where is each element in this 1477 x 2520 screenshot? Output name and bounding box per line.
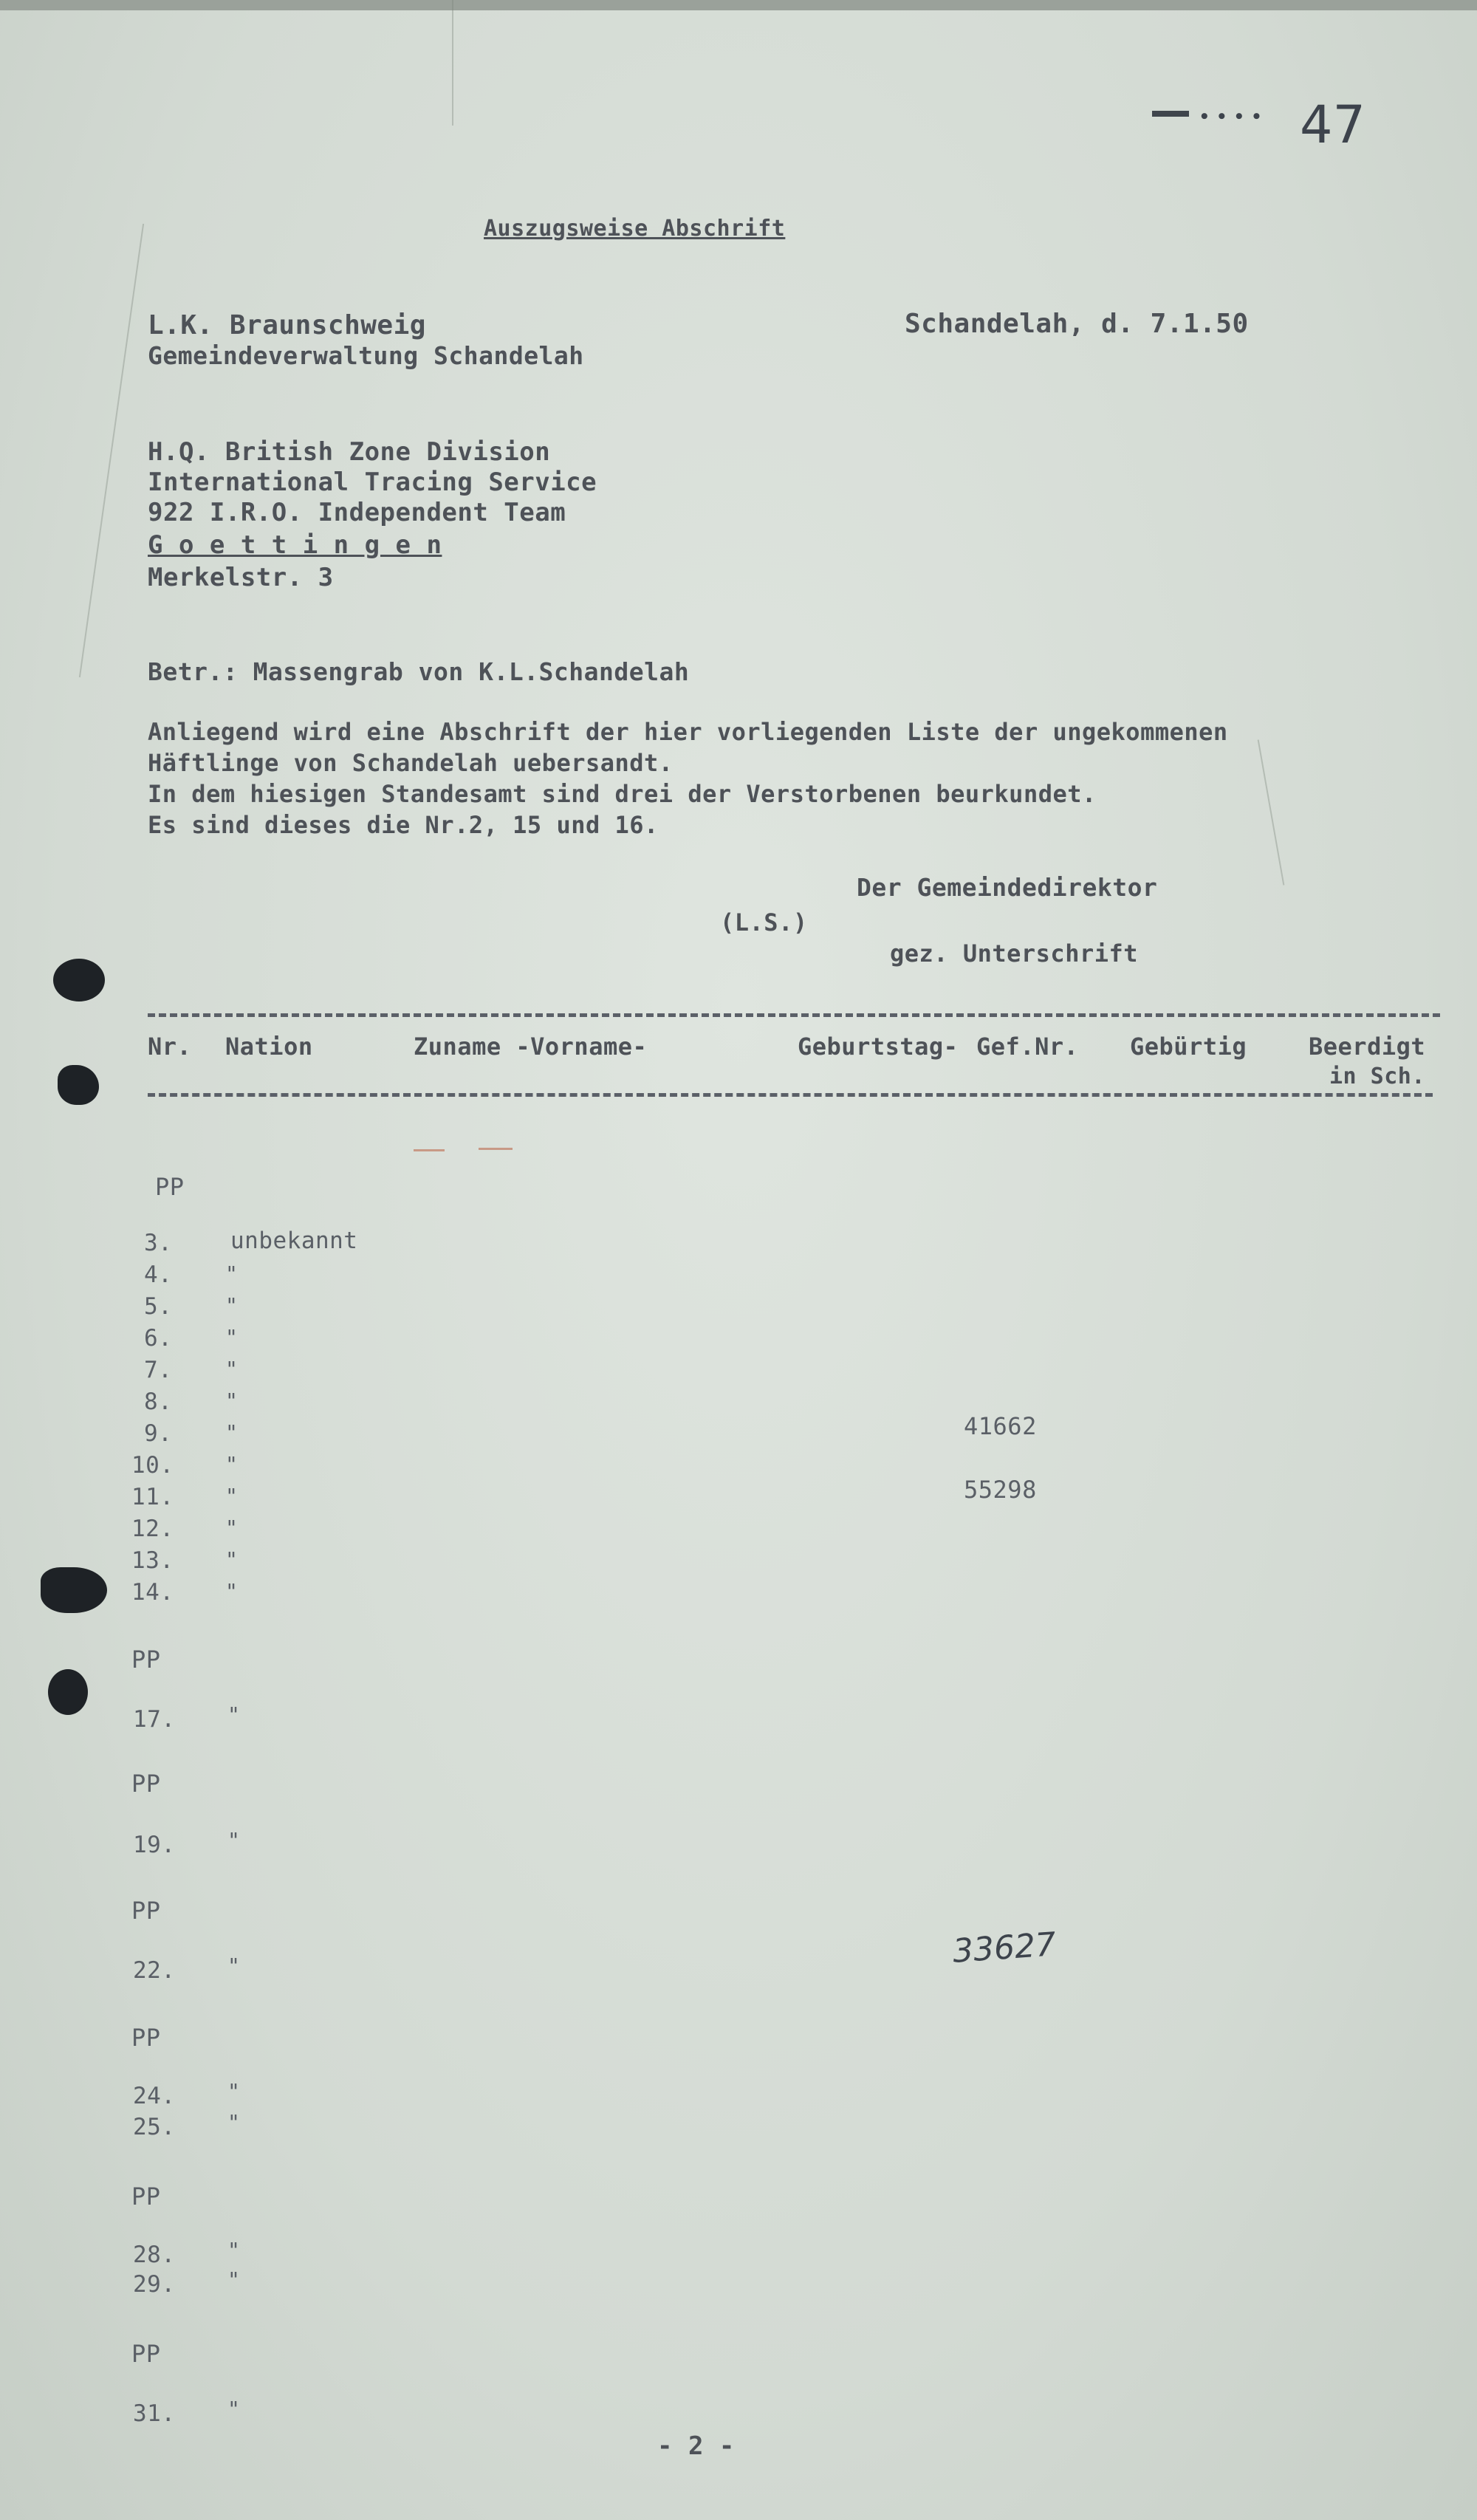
sender-line-2: Gemeindeverwaltung Schandelah — [148, 341, 584, 370]
pencil-mark — [414, 1149, 445, 1151]
row-number: 4. — [144, 1261, 173, 1288]
header-burial-line2: in Sch. — [1329, 1064, 1425, 1089]
row-number: 11. — [131, 1484, 174, 1510]
ditto-mark: " — [227, 1828, 241, 1852]
signature-title: Der Gemeindedirektor — [857, 873, 1158, 902]
punch-hole — [58, 1065, 99, 1105]
header-gef: Gef.Nr. — [976, 1033, 1079, 1061]
row-number: 9. — [144, 1420, 173, 1447]
header-origin: Gebürtig — [1130, 1033, 1247, 1061]
row-number: 7. — [144, 1357, 173, 1383]
row-number: 10. — [131, 1452, 174, 1479]
ditto-mark: " — [227, 2079, 241, 2103]
addressee-city: G o e t t i n g e n — [148, 530, 442, 560]
signature-signed: gez. Unterschrift — [890, 939, 1139, 968]
pp-marker: PP — [131, 1897, 161, 1925]
ditto-mark: " — [225, 1261, 239, 1286]
body-line-4: Es sind dieses die Nr.2, 15 und 16. — [148, 811, 659, 839]
gef-nr-row-9: 41662 — [964, 1412, 1037, 1440]
table-header-rule — [148, 1093, 1433, 1097]
archive-stamp — [1152, 111, 1189, 117]
ditto-mark: " — [227, 2267, 241, 2292]
row-number: 22. — [133, 1957, 176, 1984]
row-number: 24. — [133, 2083, 176, 2109]
ditto-mark: " — [225, 1325, 239, 1349]
addressee-street: Merkelstr. 3 — [148, 563, 334, 592]
pp-marker: PP — [131, 2340, 161, 2368]
addressee-line-1: H.Q. British Zone Division — [148, 437, 551, 467]
body-line-2: Häftlinge von Schandelah uebersandt. — [148, 749, 674, 777]
ditto-mark: " — [227, 1954, 241, 1978]
sender-line-1: L.K. Braunschweig — [148, 310, 426, 340]
row-number: 8. — [144, 1389, 173, 1415]
ditto-mark: " — [225, 1516, 239, 1540]
addressee-line-2: International Tracing Service — [148, 468, 597, 497]
pp-marker: PP — [155, 1173, 185, 1201]
row-number: 29. — [133, 2271, 176, 2298]
paper-crease — [452, 0, 453, 126]
pp-marker: PP — [131, 1646, 161, 1674]
ditto-mark: " — [227, 2397, 241, 2421]
paper-crease — [1258, 739, 1285, 885]
seal-mark: (L.S.) — [720, 908, 808, 937]
punch-hole — [53, 959, 105, 1002]
handwritten-gef-nr-row-22: 33627 — [951, 1925, 1058, 1971]
addressee-line-3: 922 I.R.O. Independent Team — [148, 498, 566, 527]
paper-crease — [79, 224, 144, 677]
row-number: 19. — [133, 1832, 176, 1858]
row-number: 12. — [131, 1516, 174, 1542]
ditto-mark: " — [225, 1547, 239, 1572]
body-line-3: In dem hiesigen Standesamt sind drei der Verstorbenen beurkundet. — [148, 780, 1097, 808]
punch-hole — [41, 1567, 107, 1613]
row-number: 17. — [133, 1706, 176, 1733]
gef-nr-row-11: 55298 — [964, 1476, 1037, 1504]
ditto-mark: " — [225, 1293, 239, 1318]
ditto-mark: " — [227, 2110, 241, 2134]
pp-marker: PP — [131, 2182, 161, 2211]
ditto-mark: " — [227, 1702, 241, 1727]
header-burial: Beerdigt — [1309, 1033, 1426, 1061]
row-number: 13. — [131, 1547, 174, 1574]
scan-top-edge — [0, 0, 1477, 10]
punch-hole — [48, 1669, 88, 1715]
pp-marker: PP — [131, 1770, 161, 1798]
document-title: Auszugsweise Abschrift — [484, 216, 786, 242]
ditto-mark: " — [227, 2238, 241, 2262]
header-nr: Nr. — [148, 1033, 192, 1061]
header-birth: Geburtstag- — [798, 1033, 959, 1061]
place-date: Schandelah, d. 7.1.50 — [905, 309, 1249, 339]
row-number: 3. — [144, 1230, 173, 1256]
page-stamp-number: 47 — [1300, 95, 1366, 155]
row-number: 28. — [133, 2242, 176, 2268]
row-number: 25. — [133, 2114, 176, 2140]
archive-stamp-ticks: ∙∙∙∙ — [1198, 103, 1268, 128]
pencil-mark — [479, 1148, 513, 1150]
row-number: 5. — [144, 1293, 173, 1320]
table-top-rule — [148, 1013, 1440, 1017]
row-number: 14. — [131, 1579, 174, 1606]
header-name: Zuname -Vorname- — [414, 1033, 648, 1061]
ditto-mark: " — [225, 1452, 239, 1476]
body-line-1: Anliegend wird eine Abschrift der hier vorliegenden Liste der ungekommenen — [148, 718, 1228, 746]
header-nation: Nation — [225, 1033, 313, 1061]
ditto-mark: " — [225, 1420, 239, 1445]
pp-marker: PP — [131, 2024, 161, 2052]
ditto-mark: " — [225, 1484, 239, 1508]
row-number: 31. — [133, 2400, 176, 2427]
subject-line: Betr.: Massengrab von K.L.Schandelah — [148, 657, 690, 686]
row-number: 6. — [144, 1325, 173, 1352]
ditto-mark: " — [225, 1389, 239, 1413]
ditto-mark: " — [225, 1579, 239, 1603]
page-number: - 2 - — [657, 2431, 735, 2461]
nation-cell: unbekannt — [230, 1228, 358, 1254]
ditto-mark: " — [225, 1357, 239, 1381]
